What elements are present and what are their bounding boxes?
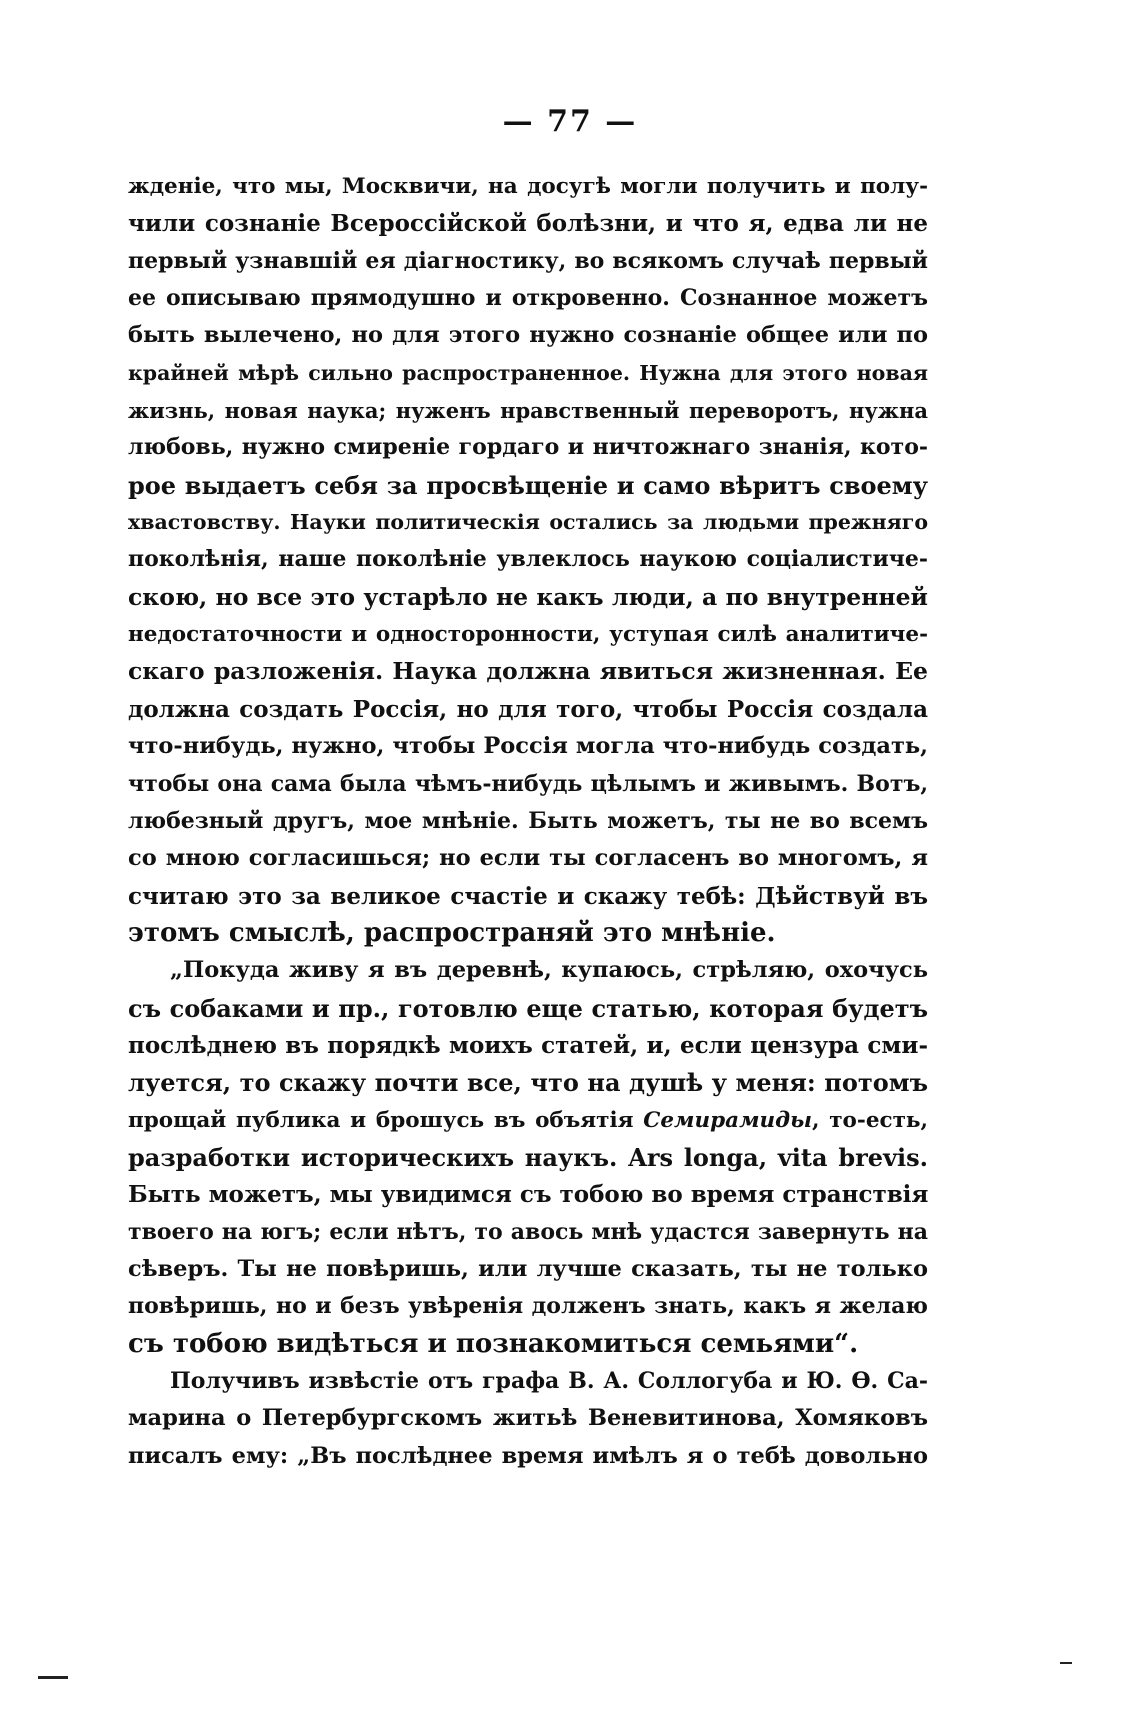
text-segment: прощай публика и брошусь въ объятія: [128, 1107, 634, 1133]
text-line: чили сознаніе Всероссійской болѣзни, и что я, едва ли не: [128, 210, 928, 238]
text-line: [128, 1102, 928, 1139]
text-line: чтобы она сама была чѣмъ-нибудь цѣлымъ и живымъ. Вотъ,: [128, 770, 928, 797]
text-line: хвастовству. Науки политическія остались за людьми прежняго: [128, 510, 928, 535]
text-line: должна создать Россія, но для того, чтобы Россія создала: [128, 695, 928, 723]
text-line: скою, но все это устарѣло не какъ люди, а по внутренней: [128, 582, 928, 611]
text-line: поколѣнія, наше поколѣніе увлеклось наукою соціалистиче-: [128, 546, 928, 573]
text-line: жизнь, новая наука; нуженъ нравственный переворотъ, нужна: [128, 398, 928, 424]
text-line: разработки историческихъ наукъ. Ars longa, vita brevis.: [128, 1142, 928, 1172]
text-line: Быть можетъ, мы увидимся съ тобою во время странствія: [128, 1181, 929, 1209]
text-line: скаго разложенія. Наука должна явиться жизненная. Ее: [128, 657, 928, 686]
text-line: что-нибудь, нужно, чтобы Россія могла что-нибудь создать,: [128, 733, 928, 760]
scan-mark-left: [38, 1676, 68, 1679]
text-line: рое выдаетъ себя за просвѣщеніе и само вѣритъ своему: [128, 470, 928, 500]
italic-title: Семирамиды: [643, 1107, 812, 1133]
text-line: крайней мѣрѣ сильно распространенное. Нужна для этого новая: [128, 360, 928, 385]
text-line: Получивъ извѣстіе отъ графа В. А. Соллогуба и Ю. Ѳ. Са-: [170, 1368, 928, 1394]
body-text: [128, 168, 928, 1475]
text-line: луется, то скажу почти все, что на душѣ у меня: потомъ: [128, 1068, 928, 1098]
text-line: сѣверъ. Ты не повѣришь, или лучше сказать, ты не только: [128, 1255, 928, 1282]
text-line: первый узнавшій ея діагностику, во всякомъ случаѣ первый: [128, 247, 928, 274]
text-line: недостаточности и односторонности, уступая силѣ аналитиче-: [128, 622, 928, 648]
text-line: марина о Петербургскомъ житьѣ Веневитинова, Хомяковъ: [128, 1405, 928, 1432]
text-line: этомъ смыслѣ, распространяй это мнѣніе.: [128, 917, 776, 948]
text-line: съ собаками и пр., готовлю еще статью, которая будетъ: [128, 993, 928, 1023]
text-line: ее описываю прямодушно и откровенно. Сознанное можетъ: [128, 285, 928, 312]
text-line: послѣднею въ порядкѣ моихъ статей, и, если цензура сми-: [128, 1031, 928, 1059]
text-line: со мною согласишься; но если ты согласенъ во многомъ, я: [128, 845, 928, 872]
text-line: жденіе, что мы, Москвичи, на досугѣ могли получить и полу-: [128, 174, 928, 199]
text-line: любезный другъ, мое мнѣніе. Быть можетъ, ты не во всемъ: [128, 807, 928, 834]
text-line: быть вылечено, но для этого нужно сознаніе общее или по: [128, 322, 928, 349]
text-line: писалъ ему: „Въ послѣднее время имѣлъ я о тебѣ довольно: [128, 1442, 928, 1469]
scan-mark-right: [1060, 1662, 1072, 1664]
text-line: съ тобою видѣться и познакомиться семьями“.: [128, 1328, 859, 1359]
text-line: считаю это за великое счастіе и скажу тебѣ: Дѣйствуй въ: [128, 882, 928, 910]
text-line: „Покуда живу я въ деревнѣ, купаюсь, стрѣляю, охочусь: [170, 957, 928, 984]
page-number: — 77 —: [502, 104, 638, 139]
text-segment: , то-есть,: [812, 1107, 928, 1133]
text-line: любовь, нужно смиреніе гордаго и ничтожнаго знанія, кото-: [128, 434, 928, 461]
text-line: твоего на югъ; если нѣтъ, то авось мнѣ удастся завернуть на: [128, 1218, 928, 1245]
text-line: повѣришь, но и безъ увѣренія долженъ знать, какъ я желаю: [128, 1293, 928, 1320]
